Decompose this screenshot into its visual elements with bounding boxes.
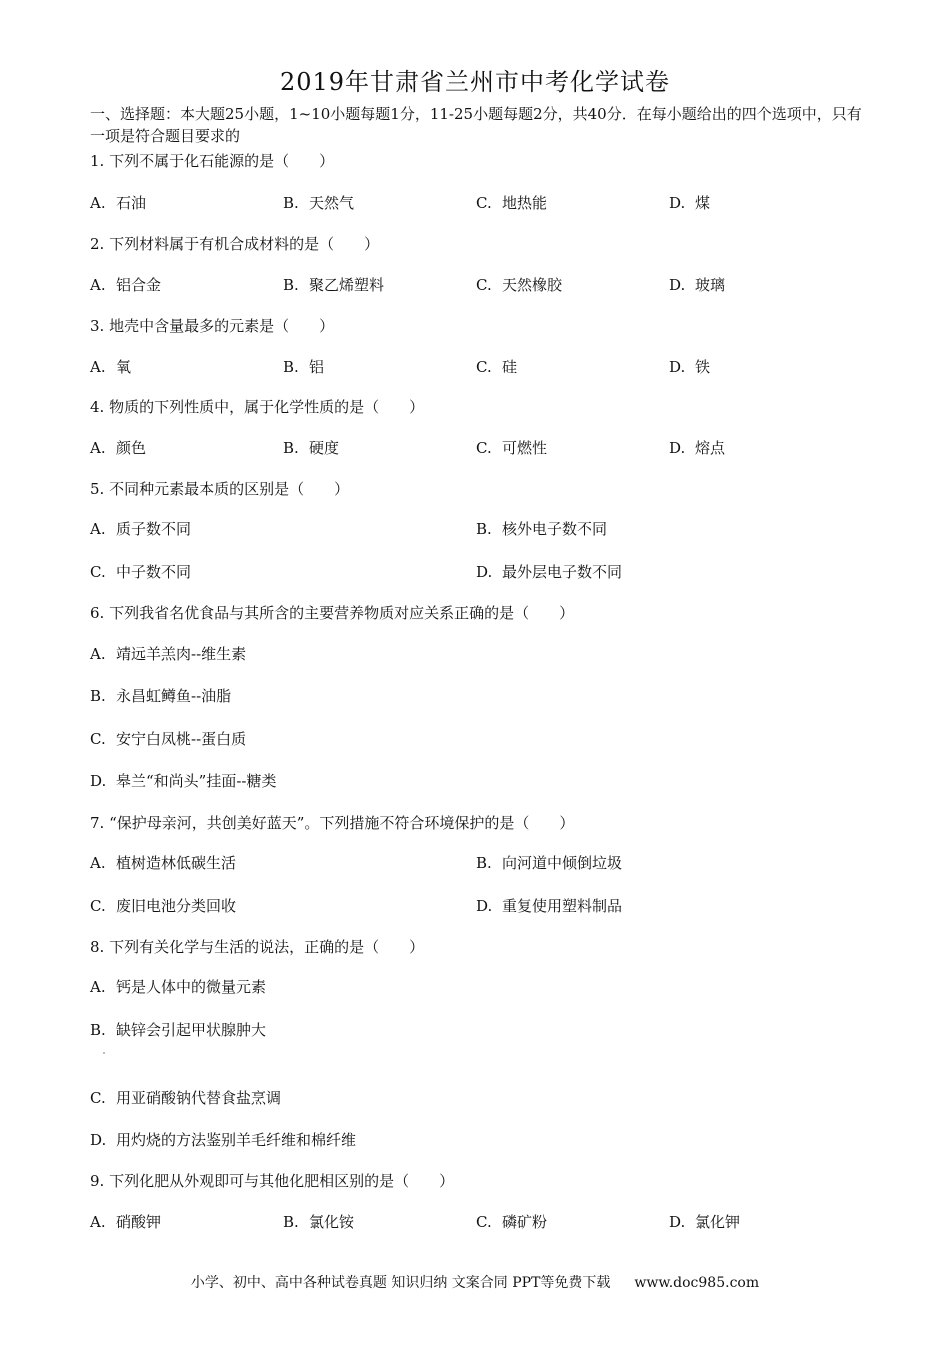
question-stem: 3. 地壳中含量最多的元素是（ ）: [90, 317, 335, 335]
footer-url[interactable]: www.doc985.com: [634, 1275, 760, 1291]
option-a: A. 靖远羊羔肉--维生素: [90, 645, 247, 663]
option-a: A. 氧: [90, 358, 132, 376]
question-stem: 5. 不同种元素最本质的区别是（ ）: [90, 480, 350, 498]
options-row: [90, 1129, 870, 1151]
question-stem: 7. “保护母亲河，共创美好蓝天”。下列措施不符合环境保护的是（ ）: [90, 814, 575, 832]
option-c: C. 可燃性: [476, 439, 548, 457]
question-stem: 1. 下列不属于化石能源的是（ ）: [90, 152, 335, 170]
option-d: D. 玻璃: [669, 276, 726, 294]
option-b: B. 向河道中倾倒垃圾: [476, 854, 623, 872]
option-c: C. 天然橡胶: [476, 276, 563, 294]
option-d: D. 最外层电子数不同: [476, 563, 623, 581]
option-a: A. 石油: [90, 194, 147, 212]
question-stem: 8. 下列有关化学与生活的说法，正确的是（ ）: [90, 938, 425, 956]
option-b: B. 氯化铵: [283, 1213, 355, 1231]
options-row: [90, 728, 870, 750]
options-row: [90, 274, 870, 296]
options-row: [90, 976, 870, 998]
options-row: [90, 685, 870, 707]
options-row: [90, 356, 870, 378]
options-row: [90, 852, 870, 874]
options-row: [90, 1211, 870, 1233]
option-d: D. 重复使用塑料制品: [476, 897, 623, 915]
options-row: [90, 192, 870, 214]
option-a: A. 钙是人体中的微量元素: [90, 978, 267, 996]
option-c: C. 磷矿粉: [476, 1213, 548, 1231]
options-row: [90, 643, 870, 665]
options-row: [90, 770, 870, 792]
option-b: B. 硬度: [283, 439, 340, 457]
option-c: C. 安宁白凤桃--蛋白质: [90, 730, 247, 748]
option-c: C. 中子数不同: [90, 563, 192, 581]
option-a: A. 硝酸钾: [90, 1213, 162, 1231]
options-row: [90, 1019, 870, 1041]
options-row: [90, 437, 870, 459]
footer-text: 小学、初中、高中各种试卷真题 知识归纳 文案合同 PPT等免费下载: [190, 1275, 611, 1291]
option-b: B. 永昌虹鳟鱼--油脂: [90, 687, 232, 705]
option-d: D. 氯化钾: [669, 1213, 741, 1231]
question-stem: 9. 下列化肥从外观即可与其他化肥相区别的是（ ）: [90, 1172, 455, 1190]
option-a: A. 铝合金: [90, 276, 162, 294]
option-d: D. 煤: [669, 194, 711, 212]
option-c: C. 硅: [476, 358, 518, 376]
page-footer: [0, 1272, 950, 1292]
options-row: [90, 895, 870, 917]
option-c: C. 用亚硝酸钠代替食盐烹调: [90, 1089, 282, 1107]
options-row: [90, 561, 870, 583]
option-c: C. 地热能: [476, 194, 548, 212]
section-instructions: 一、选择题：本大题25小题，1~10小题每题1分，11-25小题每题2分，共40分．在每小题给出的四个选项中，只有一项是符合题目要求的: [90, 105, 862, 145]
option-b: B. 缺锌会引起甲状腺肿大: [90, 1021, 267, 1039]
page-title: 2019年甘肃省兰州市中考化学试卷: [279, 68, 671, 96]
question-stem: 2. 下列材料属于有机合成材料的是（ ）: [90, 235, 380, 253]
question-stem: 6. 下列我省名优食品与其所含的主要营养物质对应关系正确的是（ ）: [90, 604, 575, 622]
question-stem: 4. 物质的下列性质中，属于化学性质的是（ ）: [90, 398, 425, 416]
option-a: A. 质子数不同: [90, 520, 192, 538]
options-row: [90, 1087, 870, 1109]
option-d: D. 皋兰“和尚头”挂面--糖类: [90, 772, 277, 790]
stray-mark: [103, 1052, 105, 1054]
option-a: A. 颜色: [90, 439, 147, 457]
option-b: B. 铝: [283, 358, 325, 376]
option-b: B. 核外电子数不同: [476, 520, 608, 538]
option-d: D. 熔点: [669, 439, 726, 457]
option-a: A. 植树造林低碳生活: [90, 854, 237, 872]
option-b: B. 天然气: [283, 194, 355, 212]
options-row: [90, 518, 870, 540]
option-b: B. 聚乙烯塑料: [283, 276, 385, 294]
option-c: C. 废旧电池分类回收: [90, 897, 237, 915]
option-d: D. 铁: [669, 358, 711, 376]
option-d: D. 用灼烧的方法鉴别羊毛纤维和棉纤维: [90, 1131, 357, 1149]
